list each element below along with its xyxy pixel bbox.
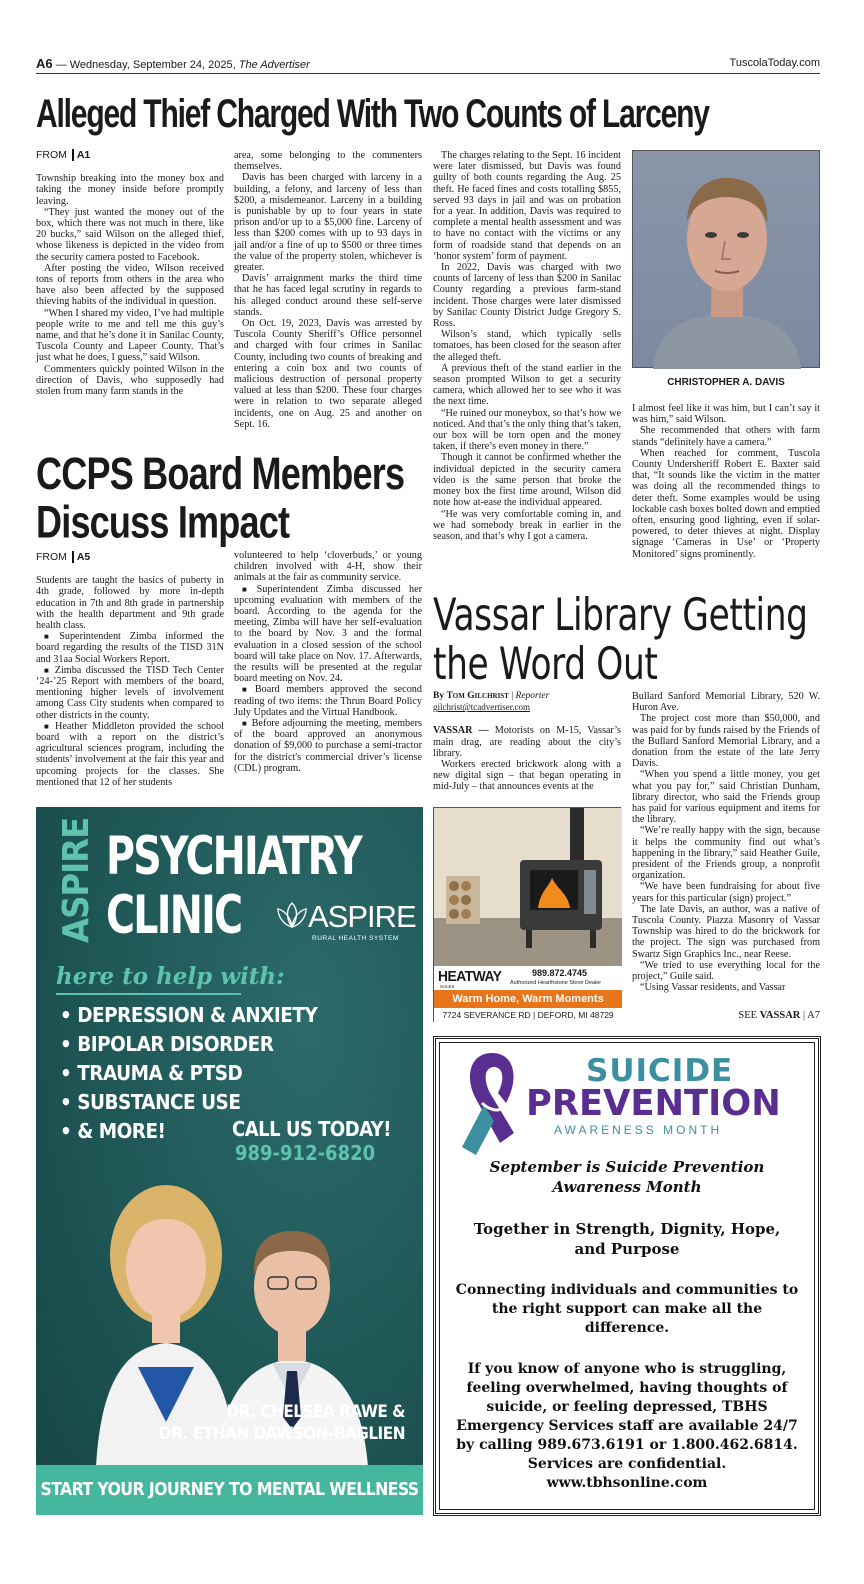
paragraph: When reached for comment, Tuscola County Undersheriff Robert E. Baxter said that, “It sounds like the victim in the matter was doing all the recommended things to deter theft. Some examples would be using lockable cash boxes bolted down and emptied often, ensuring good lighting, even if solar-powered, to deter thieves at night. Display signage ‘Cameras in Use’ or ‘Property Monitored’ signs prominently. — [632, 447, 820, 560]
story3-col1 — [433, 691, 621, 793]
story3-headline — [433, 590, 843, 689]
aspire-footer: START YOUR JOURNEY TO MENTAL WELLNESS TODAY. — [36, 1465, 423, 1515]
paragraph: “When I shared my video, I’ve had multiple people write to me and tell me this guy’s name, and that he’s done it in Sanilac County, Tuscola County and Lapeer County. That’s just what he does, I guess,” said Wilson. — [36, 307, 224, 364]
bullet-item: ■ Before adjourning the meeting, members of the board approved an anonymous donation of $9,000 to purchase a semi-tractor for the district's commercial driver’s license (CDL) program. — [234, 718, 422, 774]
paragraph: “When you spend a little money, you get what you pay for,” said Christian Dunham, library director, who said the Friends group has paid for various equipment and items for the library. — [632, 769, 820, 826]
story3-headline-line: the Word Out — [433, 638, 658, 690]
page-header — [36, 56, 820, 72]
paragraph: “He ruined our moneybox, so that’s how we noticed. And that’s the only thing that’s taken, our box will be torn open and the money taken, if there’s even money in there.” — [433, 407, 621, 453]
service-item: • & MORE! — [60, 1119, 166, 1143]
paragraph: After posting the video, Wilson received tons of reports from others in the area who have also been affected by the supposed thieving habits of the individual in question. — [36, 262, 224, 308]
paragraph: In 2022, Davis was charged with two counts of larceny of less than $200 in Sanilac County regarding a previous farm-stand incident. Those charges were later dismissed by Sanilac County District Judge Gregory S. Ross. — [433, 262, 621, 330]
suicide-prevention-ad[interactable] — [433, 1036, 821, 1516]
paragraph: “He was very comfortable coming in, and we had somebody break in earlier in the season, and that’s why I got a camera. — [433, 508, 621, 542]
doctor-names — [159, 1401, 405, 1445]
service-item: • SUBSTANCE USE — [60, 1090, 241, 1114]
header-rule — [36, 73, 820, 74]
story1-col1 — [36, 150, 224, 397]
paragraph: The project cost more than $50,000, and was paid for by funds raised by the Friends of the Bullard Sanford Memorial Library, and a donation from the estate of the late Jerry Davis. — [632, 713, 820, 770]
story1-col2 — [234, 150, 422, 430]
sp-title2: PREVENTION — [526, 1083, 781, 1124]
heatway-brand: HEATWAY — [438, 968, 502, 985]
service-item: • BIPOLAR DISORDER — [60, 1032, 274, 1056]
sp-headline: September is Suicide Prevention Awareness Month — [489, 1158, 765, 1196]
help-heading: here to help with: — [56, 963, 285, 990]
aspire-logo-sub: RURAL HEALTH SYSTEM — [312, 935, 399, 942]
paragraph: “Using Vassar residents, and Vassar — [640, 982, 786, 994]
reporter-email[interactable]: gilchrist@tcadvertiser.com — [433, 702, 531, 713]
paragraph: Wilson’s stand, which typically sells tomatoes, has been closed for the season after the alleged theft. — [433, 329, 621, 363]
paragraph: The charges relating to the Sept. 16 incident were later dismissed, but Davis was found guilty of both counts regarding the Aug. 25 theft. He faced fines and costs totalling $855, served 93 days in jail and was on probation for a year. In addition, Davis was required to complete a mental health assessment and was to have no contact with the victims or any form of roadside stand that depends on an ‘honor system’ form of payment. — [433, 150, 621, 262]
paragraph: area, some belonging to the commenters themselves. — [234, 150, 422, 173]
paragraph: Bullard Sanford Memorial Library, 520 W. Huron Ave. — [632, 691, 820, 714]
doctor-name: DR. ETHAN DAWSON-BAGLIEN — [158, 1424, 405, 1444]
awareness-ribbon-icon — [448, 1047, 534, 1163]
paragraph: She recommended that others with farm stands “definitely have a camera.” — [632, 425, 820, 448]
paragraph: Davis’ arraignment marks the third time that he has faced legal scrutiny in regards to his alleged conduct around these self-serve stands. — [234, 273, 422, 318]
service-item: • TRAUMA & PTSD — [60, 1061, 243, 1085]
paragraph: volunteered to help ‘cloverbuds,’ or young children involved with 4-H, show their animals at the fair as community service. — [234, 550, 422, 584]
sp-paragraph: If you know of anyone who is struggling, feeling overwhelmed, having thoughts of suicide, or feeling depressed, TBHS Emergency Services staff are available 24/7 by calling 989.673.6191 or 1.800.462.6814. Services are confidential. www.tbhsonline.com — [456, 1361, 798, 1491]
paragraph: Workers erected brickwork along with a new digital sign – that began operating in mid-July – that announces events at the — [433, 759, 621, 793]
paragraph: I almost feel like it was him, but I can’t say it was him,” said Wilson. — [632, 403, 820, 426]
doctor-name: DR. CHELSEA RAWE & — [226, 1402, 405, 1422]
paragraph: Students are taught the basics of puberty in 4th grade, followed by more in-depth education in 7th and 8th grade in partnership with the health department and 9th grade health class. — [36, 575, 224, 632]
site-link[interactable]: TuscolaToday.com — [729, 57, 820, 69]
heatway-dealer: Authorized Hearthstone Stove Dealer — [510, 980, 602, 986]
sp-paragraph: Together in Strength, Dignity, Hope, and Purpose — [473, 1220, 781, 1258]
story1-headline: Alleged Thief Charged With Two Counts of Larceny — [36, 92, 709, 137]
sp-body — [452, 1157, 802, 1493]
sp-paragraph: Connecting individuals and communities to the right support can make all the difference. — [455, 1282, 799, 1336]
heatway-phone[interactable]: 989.872.4745 — [532, 968, 588, 978]
paragraph: “We have been fundraising for about five years for this particular (sign) project.” — [632, 881, 820, 904]
paragraph: On Oct. 19, 2023, Davis was arrested by Tuscola County Sheriff’s Office personnel and charged with four crimes in Sanilac County, including two counts of breaking and entering a coin box and two counts of malicious destruction of personal property valued at less than $200. These four charges were in relation to two separate alleged incidents, one on Aug. 25 and another on Sept. 16. — [234, 318, 422, 430]
paragraph: Commenters quickly pointed Wilson in the direction of Davis, who supposedly had stolen from many farm stands in the — [36, 363, 224, 398]
aspire-vertical-word: ASPIRE — [56, 817, 97, 943]
aspire-title-line: PSYCHIATRY — [106, 825, 361, 887]
bullet-item: ■ Board members approved the second reading of two items: the Thrun Board Policy July Updates and the Virtual Handbook. — [234, 684, 422, 718]
service-item: • DEPRESSION & ANXIETY — [60, 1003, 318, 1027]
paragraph: “They just wanted the money out of the box, which there was not much in there, like 20 bucks,” said Wilson on the alleged thief, whose likeness is depicted in the video from the security camera posted to Facebook. — [36, 206, 224, 263]
story2-col1 — [36, 552, 224, 788]
story3-col2 — [632, 691, 820, 993]
call-label: CALL US TODAY! — [232, 1117, 391, 1141]
paragraph: VASSAR — Motorists on M-15, Vassar’s main drag, are reading about the city’s library. — [433, 725, 621, 759]
story2-headline-line: Discuss Impact — [36, 497, 290, 548]
aspire-ad[interactable] — [36, 807, 423, 1550]
paragraph: Davis has been charged with larceny in a building, a felony, and larceny of less than $200, a misdemeanor. Larceny in a building is punishable by up to four years in state prison and/or up to a $5,000 fine. Larceny of less than $200 comes with up to 93 days in jail and/or a fine of up to $500 or three times the value of the property stolen, whichever is greater. — [234, 172, 422, 274]
paragraph: “We tried to use everything local for the project,” Guile said. — [632, 959, 820, 983]
paragraph: “We’re really happy with the sign, because it helps the community find out what’s happening in the library,” said Heather Guile, president of the Friends group, a nonprofit organization. — [632, 825, 820, 882]
bullet-item: ■ Superintendent Zimba informed the board regarding the results of the TISD 31N and 31aa Social Workers Report. — [36, 631, 224, 665]
paragraph: The late Davis, an author, was a native of Tuscola County. Piazza Masonry of Vassar Township was hired to do the brickwork for the project. The sign was purchased from Swartz Sign Graphics Inc., near Reese. — [632, 903, 820, 960]
heatway-address: 7724 SEVERANCE RD | DEFORD, MI 48729 — [434, 1008, 622, 1022]
page-number: A6 — [36, 56, 53, 71]
story2-col2 — [234, 550, 422, 774]
jump-from: FROM A1 — [36, 149, 91, 161]
byline: By Tom Gilchrist | Reporter — [433, 691, 550, 701]
aspire-title-line: CLINIC — [106, 884, 242, 946]
story2-headline-line: CCPS Board Members — [36, 448, 405, 500]
jump-to: SEE VASSAR | A7 — [738, 1010, 820, 1021]
heatway-ad[interactable] — [433, 807, 621, 1022]
story3-headline-line: Vassar Library Getting — [433, 588, 808, 641]
heatway-brand-sub: SALES — [440, 984, 455, 989]
paper-name: The Advertiser — [238, 59, 310, 71]
photo-caption: CHRISTOPHER A. DAVIS — [667, 377, 785, 388]
paragraph: Though it cannot be confirmed whether the individual depicted in the security camera video is the same person that broke the money box the first time around, Wilson did note how at-ease the individual appeared. — [433, 452, 621, 509]
header-dateline: — Wednesday, September 24, 2025, — [52, 59, 239, 71]
aspire-logo-word: ASPIRE — [308, 899, 416, 934]
sp-title1: SUICIDE — [586, 1053, 734, 1089]
heatway-slogan: Warm Home, Warm Moments — [434, 990, 622, 1008]
help-heading-underline — [56, 993, 241, 995]
person-silhouette-icon — [633, 151, 821, 369]
bullet-item: ■ Zimba discussed the TISD Tech Center ‘24-’25 Report with members of the board, mentioning higher levels of involvement among Cass City students when compared to other districts in the county. — [36, 665, 224, 721]
aspire-phone[interactable]: 989-912-6820 — [235, 1141, 376, 1165]
jump-from: FROM A5 — [36, 551, 91, 563]
bullet-item: ■ Heather Middleton provided the school board with a report on the district’s agricultural sciences program, including the students’ involvement at the fair this year and upcoming projects for the classes. She mentioned that 12 of her students — [36, 721, 224, 788]
bullet-item: ■ Superintendent Zimba discussed her upcoming evaluation with members of the board. According to the agenda for the meeting, Zimba will have her self-evaluation to the board by Nov. 3 and the formal evaluation in a closed session of the school board will take place on Nov. 17. Afterwards, the results will be presented at the regular board meeting on Nov. 24. — [234, 584, 422, 685]
lotus-icon — [274, 901, 310, 929]
wood-stove-photo — [434, 808, 622, 966]
sp-subtitle: AWARENESS MONTH — [554, 1123, 723, 1137]
paragraph: A previous theft of the stand earlier in the season prompted Wilson to get a security camera, which allowed her to see who it was the next time. — [433, 362, 621, 408]
mugshot-photo — [632, 150, 820, 368]
story1-col4 — [632, 403, 820, 560]
story2-headline — [36, 450, 610, 547]
heatway-info-bar — [434, 966, 622, 990]
paragraph: Township breaking into the money box and taking the money inside before promptly leaving. — [36, 173, 224, 207]
